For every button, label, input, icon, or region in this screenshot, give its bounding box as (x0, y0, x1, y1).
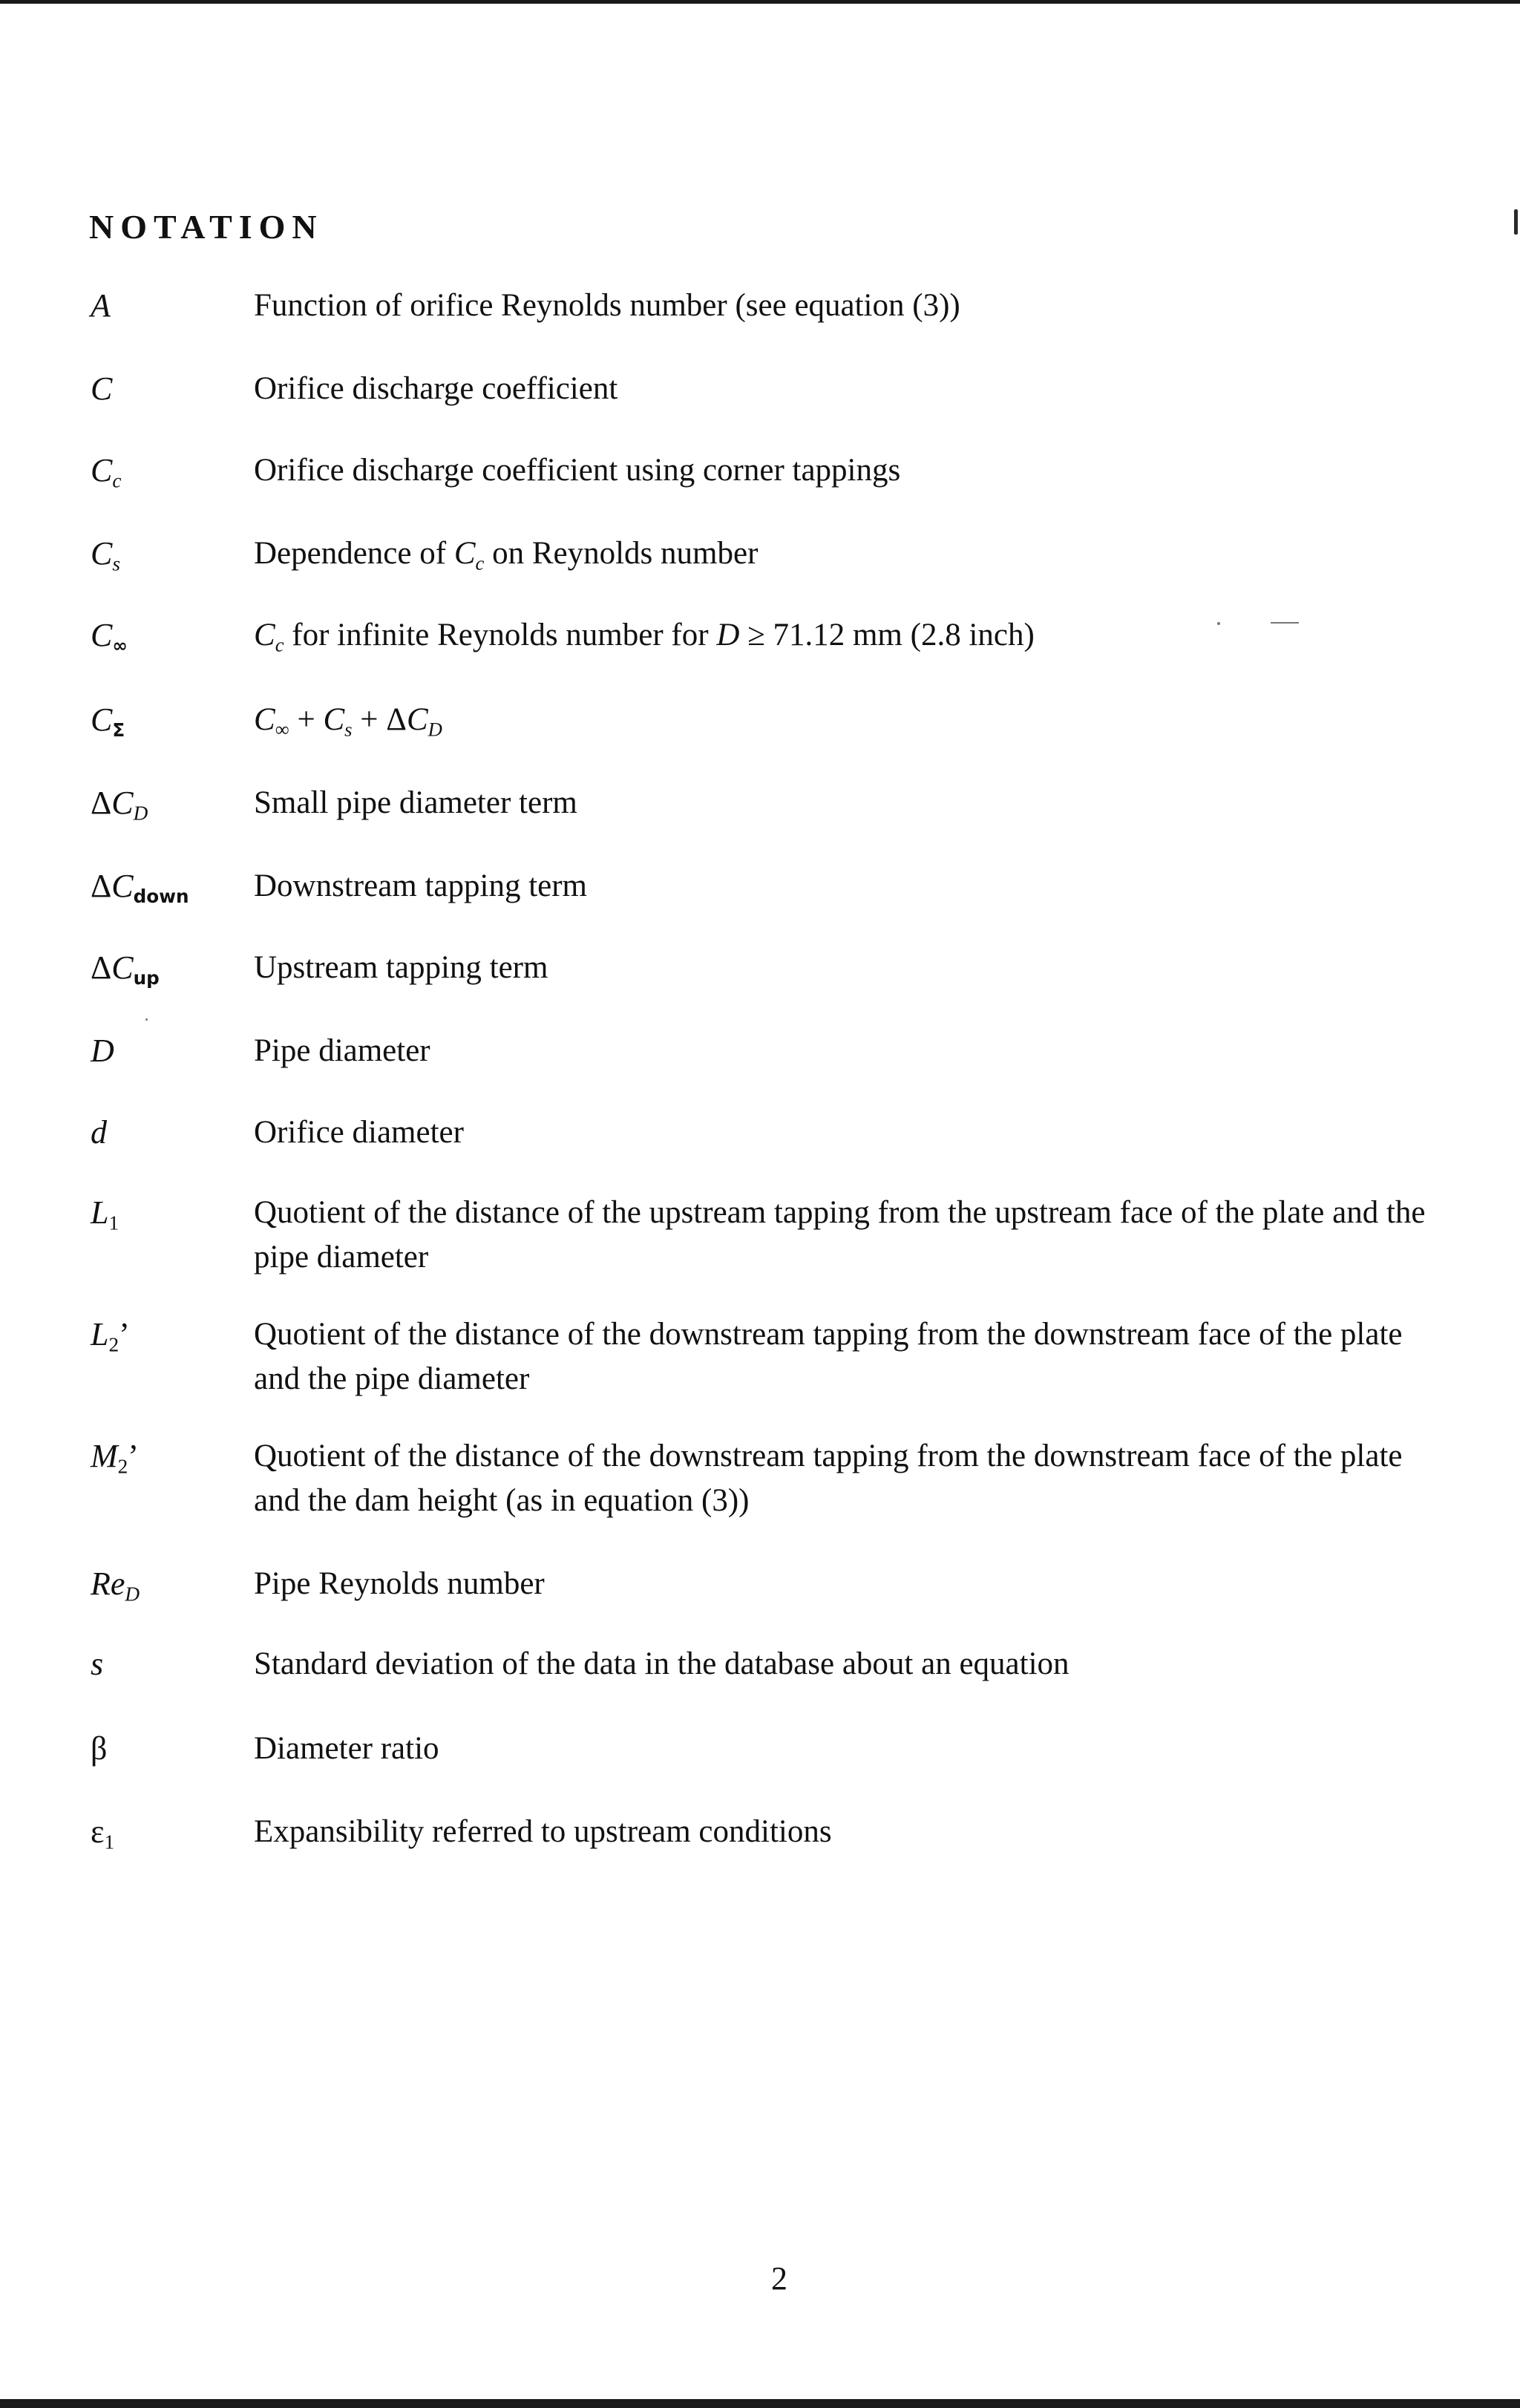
notation-symbol: s (91, 1646, 104, 1682)
notation-symbol: D (91, 1033, 114, 1069)
notation-definition: Quotient of the distance of the downstream tapping from the downstream face of the plate and the pipe diameter (254, 1317, 1403, 1396)
notation-symbol: A (91, 287, 111, 324)
notation-symbol: $\varepsilon_1$ (91, 1813, 115, 1854)
notation-symbol: $C_c$ (91, 452, 122, 492)
notation-definition: Dependence of $C_c$ on Reynolds number (254, 536, 759, 575)
notation-definition: Orifice discharge coefficient (254, 371, 618, 406)
notation-symbol: $Re_D$ (91, 1565, 140, 1606)
notation-symbol: $C_\Sigma$ (91, 701, 125, 741)
notation-definition: Function of orifice Reynolds number (see equation (3)) (254, 288, 960, 323)
notation-symbol: $\Delta C_D$ (91, 785, 148, 825)
notation-definition: Pipe diameter (254, 1033, 430, 1068)
notation-definition: Pipe Reynolds number (254, 1566, 545, 1601)
notation-definition: Diameter ratio (254, 1731, 439, 1766)
notation-symbol: $C_\infty$ (91, 617, 128, 656)
notation-symbol: $C_s$ (91, 535, 120, 575)
notation-definition: Standard deviation of the data in the database about an equation (254, 1646, 1069, 1681)
notation-definition: $C_\infty + C_s + \Delta C_D$ (254, 702, 442, 741)
notation-definition: Small pipe diameter term (254, 785, 577, 820)
notation-symbol: β (91, 1730, 108, 1767)
notation-definition: Orifice diameter (254, 1115, 464, 1150)
notation-definition: Expansibility referred to upstream conditions (254, 1814, 832, 1849)
scan-border-bottom (0, 2399, 1520, 2408)
notation-definition: Downstream tapping term (254, 868, 588, 903)
notation-heading: NOTATION (89, 208, 324, 246)
notation-definition: Quotient of the distance of the downstream tapping from the downstream face of the plate and the dam height (as in equation (3)) (254, 1439, 1403, 1518)
notation-symbol: d (91, 1114, 107, 1151)
notation-symbol: $\Delta C_{down}$ (91, 868, 189, 907)
notation-definition: $C_c$ for infinite Reynolds number for D ≥ 71.12 mm (2.8 inch) (254, 618, 1035, 656)
notation-definition: Quotient of the distance of the upstream tapping from the upstream face of the plate and the pipe diameter (254, 1195, 1426, 1275)
page-number: 2 (771, 2260, 787, 2297)
notation-symbol: $\Delta C_{up}$ (91, 949, 160, 989)
notation-symbol: $L_1$ (91, 1194, 119, 1234)
notation-symbol: $M_2$’ (91, 1438, 139, 1478)
notation-definition: Upstream tapping term (254, 950, 548, 985)
notation-symbol: $L_2$’ (91, 1316, 130, 1356)
notation-definition: Orifice discharge coefficient using corner tappings (254, 453, 901, 488)
notation-symbol: C (91, 370, 113, 407)
